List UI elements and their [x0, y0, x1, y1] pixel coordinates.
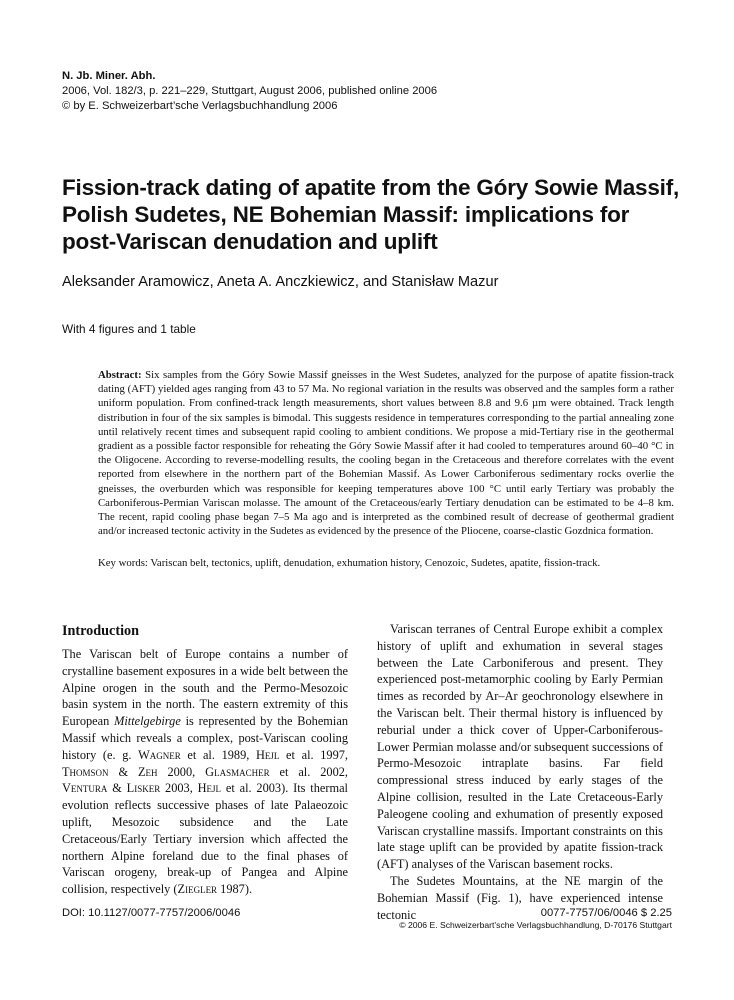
- italic-term: Mittelgebirge: [114, 714, 181, 729]
- text-run: 2000,: [157, 764, 206, 779]
- keywords: Key words: Variscan belt, tectonics, uplift, denudation, exhumation history, Cenozoic, Sudetes, apatite, fission-track.: [98, 557, 601, 569]
- citation-author: Ziegler: [177, 882, 218, 897]
- author-name: Aleksander Aramowicz,: [62, 274, 214, 290]
- citation-author: Ventura & Lisker: [62, 781, 161, 796]
- footer-right: [399, 906, 672, 931]
- abstract: [98, 368, 674, 538]
- footer-doi: DOI: 10.1127/0077-7757/2006/0046: [62, 907, 241, 919]
- text-run: et al. 1997,: [279, 747, 348, 762]
- journal-copyright: © by E. Schweizerbart’sche Verlagsbuchhandlung 2006: [62, 100, 338, 112]
- text-run: et al. 2002,: [269, 764, 349, 779]
- author-list: [62, 273, 682, 291]
- text-run: is represented by the Bohemian Massif which reveals a complex, post-Variscan cooling history (e. g.: [62, 714, 348, 762]
- right-column: [377, 621, 663, 923]
- text-run: The Variscan belt of Europe contains a number of crystalline basement exposures in a wide belt between the Alpine orogen in the south and the Permo-Mesozoic basin system in the north. The eastern extremity of this European: [62, 647, 348, 729]
- citation-author: Wagner: [138, 747, 181, 762]
- journal-name: N. Jb. Miner. Abh.: [62, 70, 156, 82]
- journal-header: [62, 69, 682, 114]
- article-title: Fission-track dating of apatite from the Góry Sowie Massif, Polish Sudetes, NE Bohemian Massif: implications for post-Variscan denudation and uplift: [62, 175, 680, 254]
- left-column: [62, 621, 348, 898]
- footer-copyright: © 2006 E. Schweizerbart’sche Verlagsbuchhandlung, D-70176 Stuttgart: [399, 920, 672, 930]
- intro-paragraph-1: [62, 646, 348, 898]
- citation-author: Hejl: [256, 747, 280, 762]
- citation-author: Glasmacher: [205, 764, 270, 779]
- citation-author: Thomson & Zeh: [62, 764, 158, 779]
- text-run: 2003,: [160, 781, 198, 796]
- text-run: 1987).: [217, 882, 253, 897]
- journal-citation: 2006, Vol. 182/3, p. 221–229, Stuttgart, August 2006, published online 2006: [62, 85, 438, 97]
- citation-author: Hejl: [197, 781, 222, 796]
- author-name: Stanisław Mazur: [391, 274, 499, 290]
- text-run: et al. 1989,: [180, 747, 256, 762]
- section-heading-introduction: Introduction: [62, 623, 139, 639]
- abstract-text: Six samples from the Góry Sowie Massif gneisses in the West Sudetes, analyzed for the purpose of apatite fission-track dating (AFT) yielded ages ranging from 43 to 57 Ma. No regional variation in the results was observed and the samples form a rather uniform population. From confined-track length measurements, short values between 8.8 and 9.6 µm were obtained. Track length distribution in four of the six samples is bimodal. This suggests residence in temperatures corresponding to the partial annealing zone until relatively recent times and subsequent rapid cooling to ambient conditions. We propose a mid-Tertiary rise in the geothermal gradient as a possible factor responsible for reheating the Góry Sowie Massif after it had cooled to temperatures around 60–40 °C in the Oligocene. According to reverse-modelling results, the cooling began in the Cretaceous and therefore correlates with the event reported from elsewhere in the northern part of the Bohemian Massif. As Lower Carboniferous sedimentary rocks overlie the gneisses, the overburden which was responsible for keeping temperatures above 100 °C until early Tertiary was probably the Carboniferous-Permian Variscan molasse. The amount of the Cretaceous/early Tertiary denudation can be estimated to be 4–8 km. The recent, rapid cooling phase began 7–5 Ma ago and is interpreted as the combined result of decrease of geothermal gradient and/or increased tectonic activity in the Sudetes as evidenced by the presence of the Pliocene, coarse-clastic Gozdnica formation.: [98, 369, 675, 538]
- text-run: et al. 2003). Its thermal evolution reflects successive phases of late Palaeozoic uplift, Mesozoic subsidence and the Late Cretaceous/Early Tertiary inversion which affected the northern Alpine foreland due to the final phases of Variscan orogeny, break-up of Pangea and Alpine collision, respectively (: [62, 781, 348, 897]
- figure-table-count: With 4 figures and 1 table: [62, 322, 196, 336]
- author-name: Aneta A. Anczkiewicz,: [216, 274, 359, 290]
- abstract-label: Abstract:: [98, 369, 142, 381]
- intro-paragraph-2: Variscan terranes of Central Europe exhibit a complex history of uplift and exhumation in several stages between the Late Carboniferous and present. They experienced post-metamorphic cooling by Early Permian times as recorded by Ar–Ar geochronology elsewhere in the Variscan belt. Their thermal history is influenced by reburial under a thick cover of Upper-Carboniferous-Lower Permian molasse and/or subsequent successions of Permo-Mesozoic intraplate basins. Far field compressional stress induced by early stages of the Alpine collision, resulted in the Late Cretaceous-Early Paleogene cooling and exhumation of presently exposed Variscan crystalline massifs. Important constraints on this late stage uplift can be provided by apatite fission-track (AFT) analyses of the Variscan basement rocks.: [377, 622, 663, 872]
- intro-paragraph-3: The Sudetes Mountains, at the NE margin of the Bohemian Massif (Fig. 1), have experienced intense tectonic: [377, 873, 663, 922]
- author-conjunction: and: [362, 274, 388, 290]
- footer-issn: 0077-7757/06/0046 $ 2.25: [540, 907, 672, 919]
